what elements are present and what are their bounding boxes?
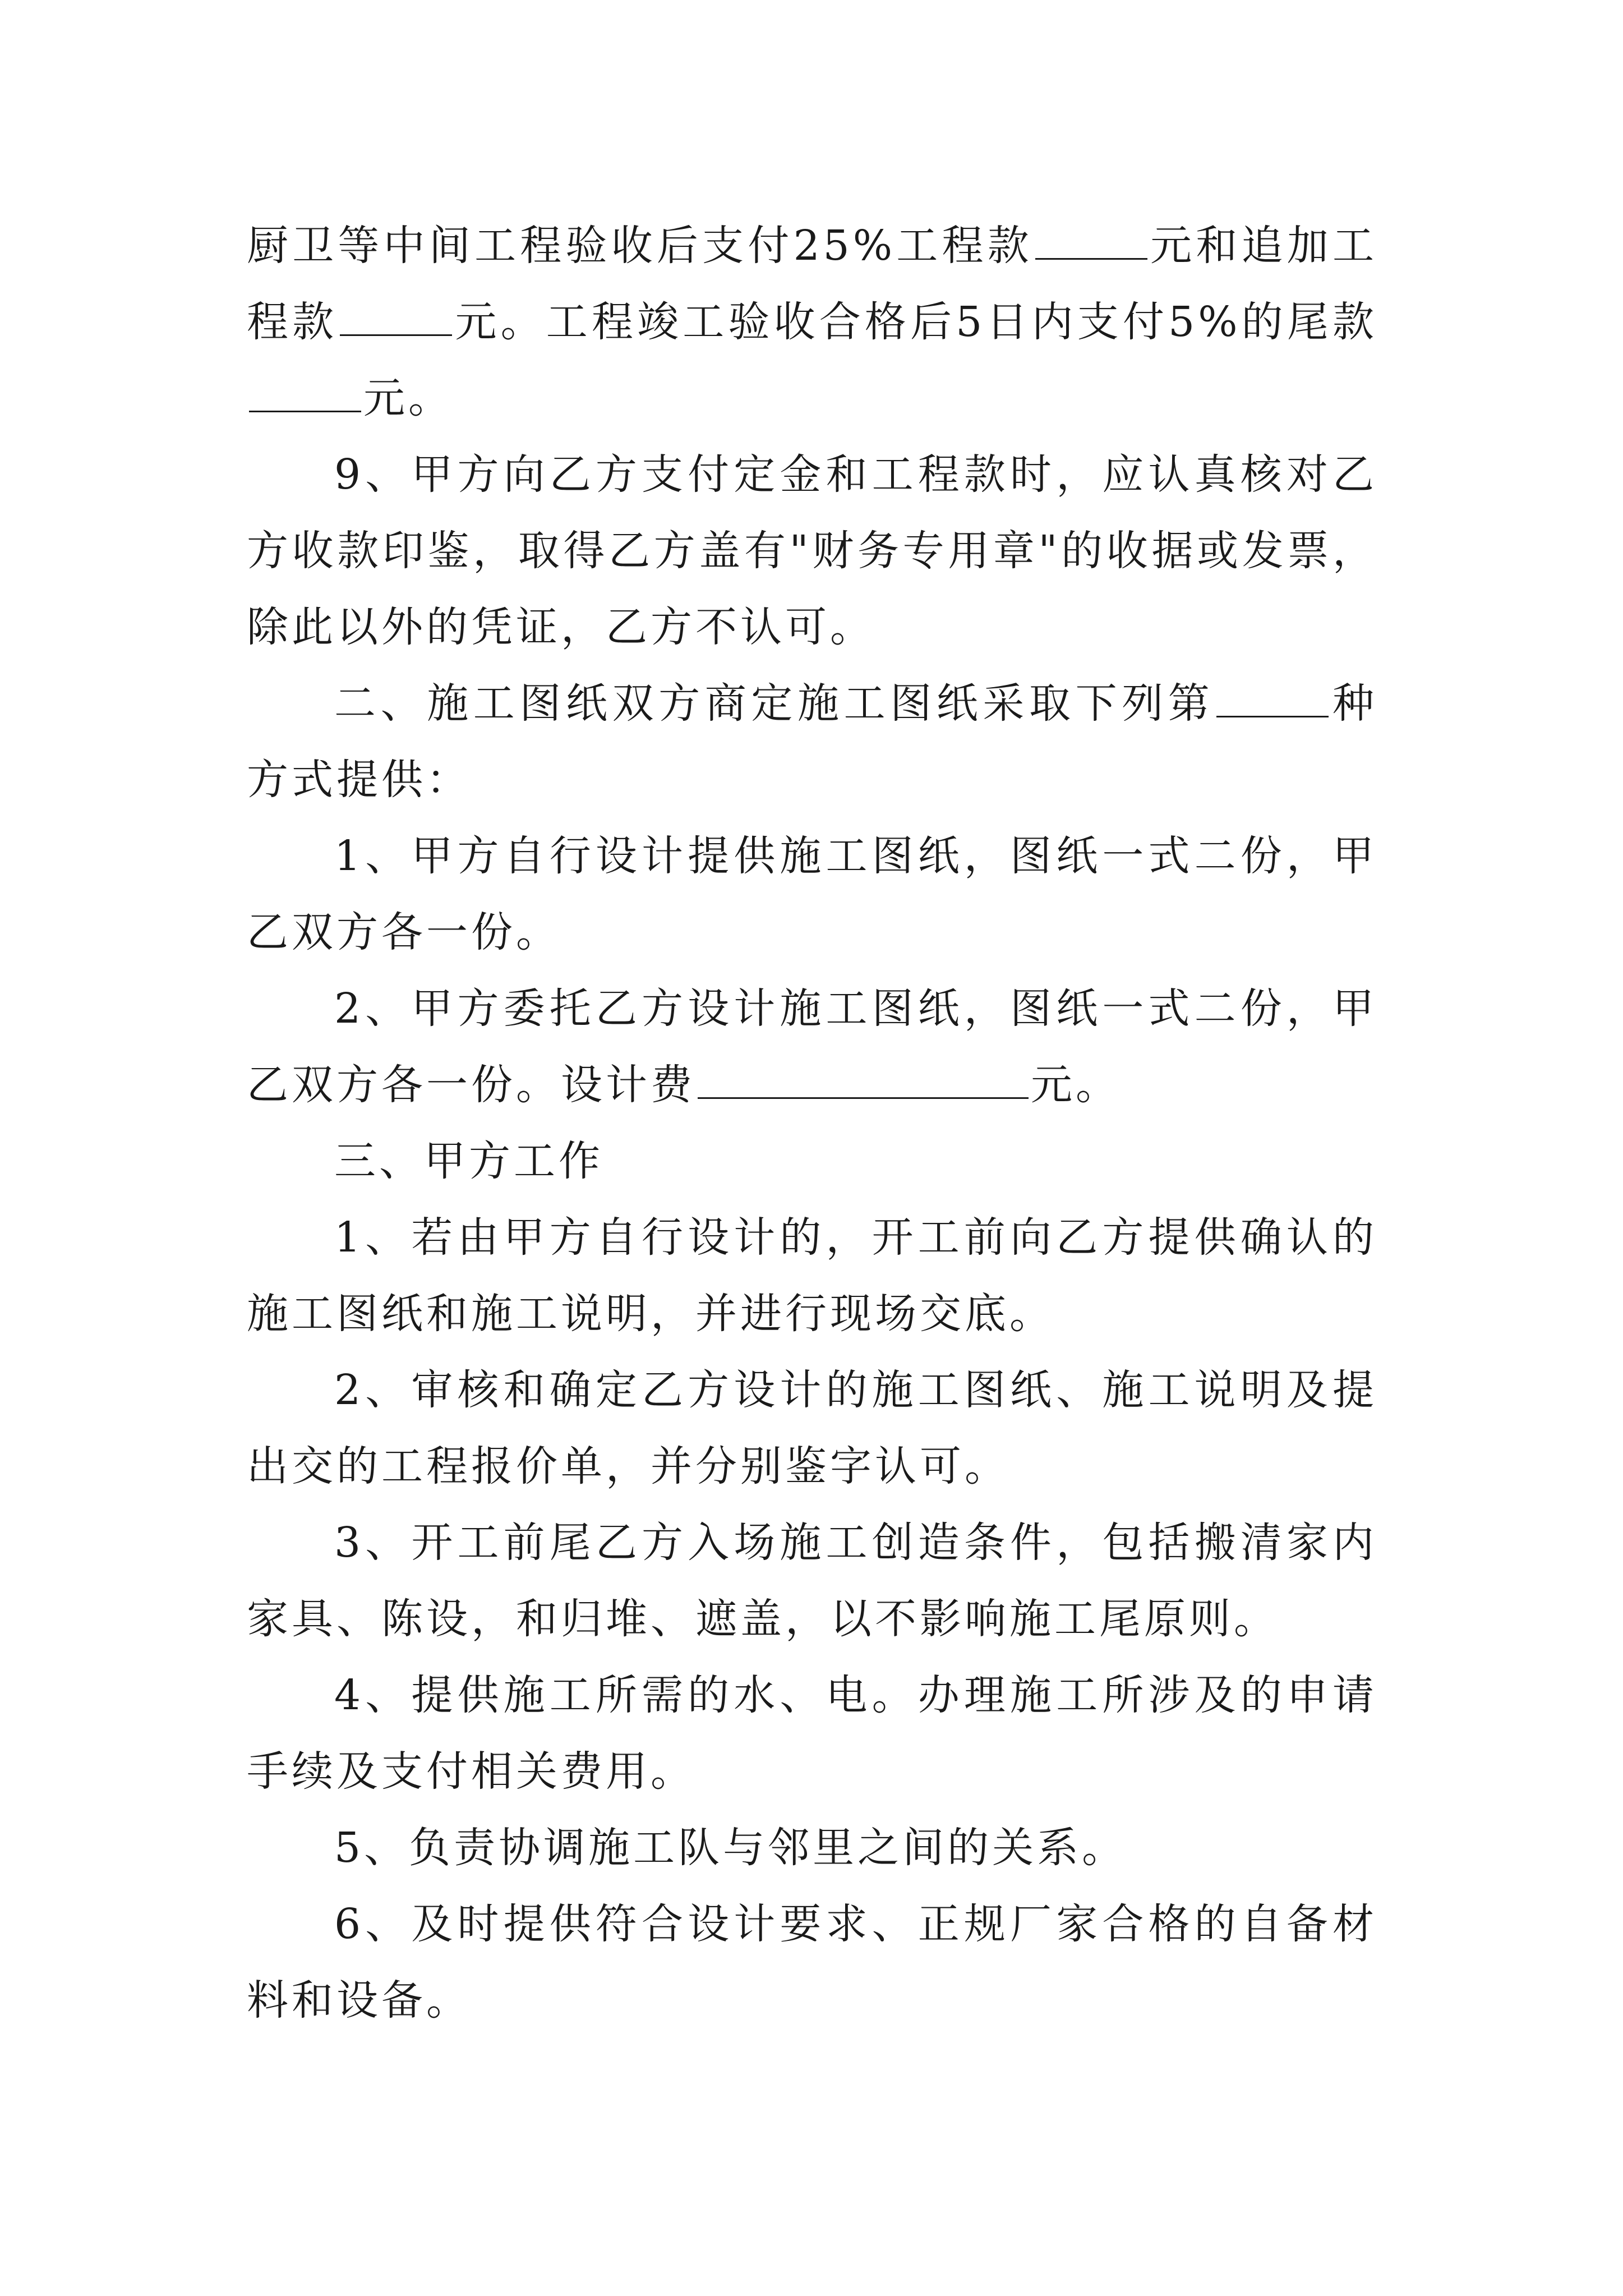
document-body xyxy=(247,208,1377,2039)
payment-text-4: 元。 xyxy=(363,374,453,422)
payment-text-3: 元。工程竣工验收合格后5日内支付5%的尾款 xyxy=(454,298,1377,346)
payment-text-2: 元和追加工程款 xyxy=(247,222,1377,346)
party-a-duty-3: 3、开工前尾乙方入场施工创造条件，包括搬清家内家具、陈设，和归堆、遮盖，以不影响施工尾原则。 xyxy=(247,1519,1377,1643)
payment-text-1: 厨卫等中间工程验收后支付25%工程款 xyxy=(247,222,1033,270)
section-3-heading: 三、甲方工作 xyxy=(334,1137,603,1185)
drawing-option-2-text: 2、甲方委托乙方设计施工图纸，图纸一式二份，甲乙双方各一份。设计费 xyxy=(247,984,1377,1109)
drawing-option-2 xyxy=(247,970,1377,1123)
blank-line xyxy=(249,371,361,412)
drawing-option-1: 1、甲方自行设计提供施工图纸，图纸一式二份，甲乙双方各一份。 xyxy=(247,832,1377,956)
party-a-duty-5: 5、负责协调施工队与邻里之间的关系。 xyxy=(334,1824,1127,1872)
section-2-text-1: 二、施工图纸双方商定施工图纸采取下列第 xyxy=(334,679,1215,728)
section-2-heading xyxy=(247,665,1377,818)
party-a-duty-6: 6、及时提供符合设计要求、正规厂家合格的自备材料和设备。 xyxy=(247,1900,1377,2024)
party-a-duty-1: 1、若由甲方自行设计的，开工前向乙方提供确认的施工图纸和施工说明，并进行现场交底。 xyxy=(247,1213,1377,1338)
clause-9-paragraph: 9、甲方向乙方支付定金和工程款时，应认真核对乙方收款印鉴，取得乙方盖有"财务专用章"的收据或发票，除此以外的凭证，乙方不认可。 xyxy=(247,450,1377,651)
party-a-duty-4: 4、提供施工所需的水、电。办理施工所涉及的申请手续及支付相关费用。 xyxy=(247,1671,1377,1796)
payment-paragraph xyxy=(247,208,1377,436)
party-a-duty-2: 2、审核和确定乙方设计的施工图纸、施工说明及提出交的工程报价单，并分别鉴字认可。 xyxy=(247,1366,1377,1490)
blank-line xyxy=(698,1058,1029,1099)
blank-line xyxy=(340,295,452,336)
section-2-text-2: 种方式提供： xyxy=(247,679,1378,804)
drawing-option-2-unit: 元。 xyxy=(1031,1061,1121,1109)
blank-line xyxy=(1216,677,1329,717)
blank-line xyxy=(1035,219,1147,260)
